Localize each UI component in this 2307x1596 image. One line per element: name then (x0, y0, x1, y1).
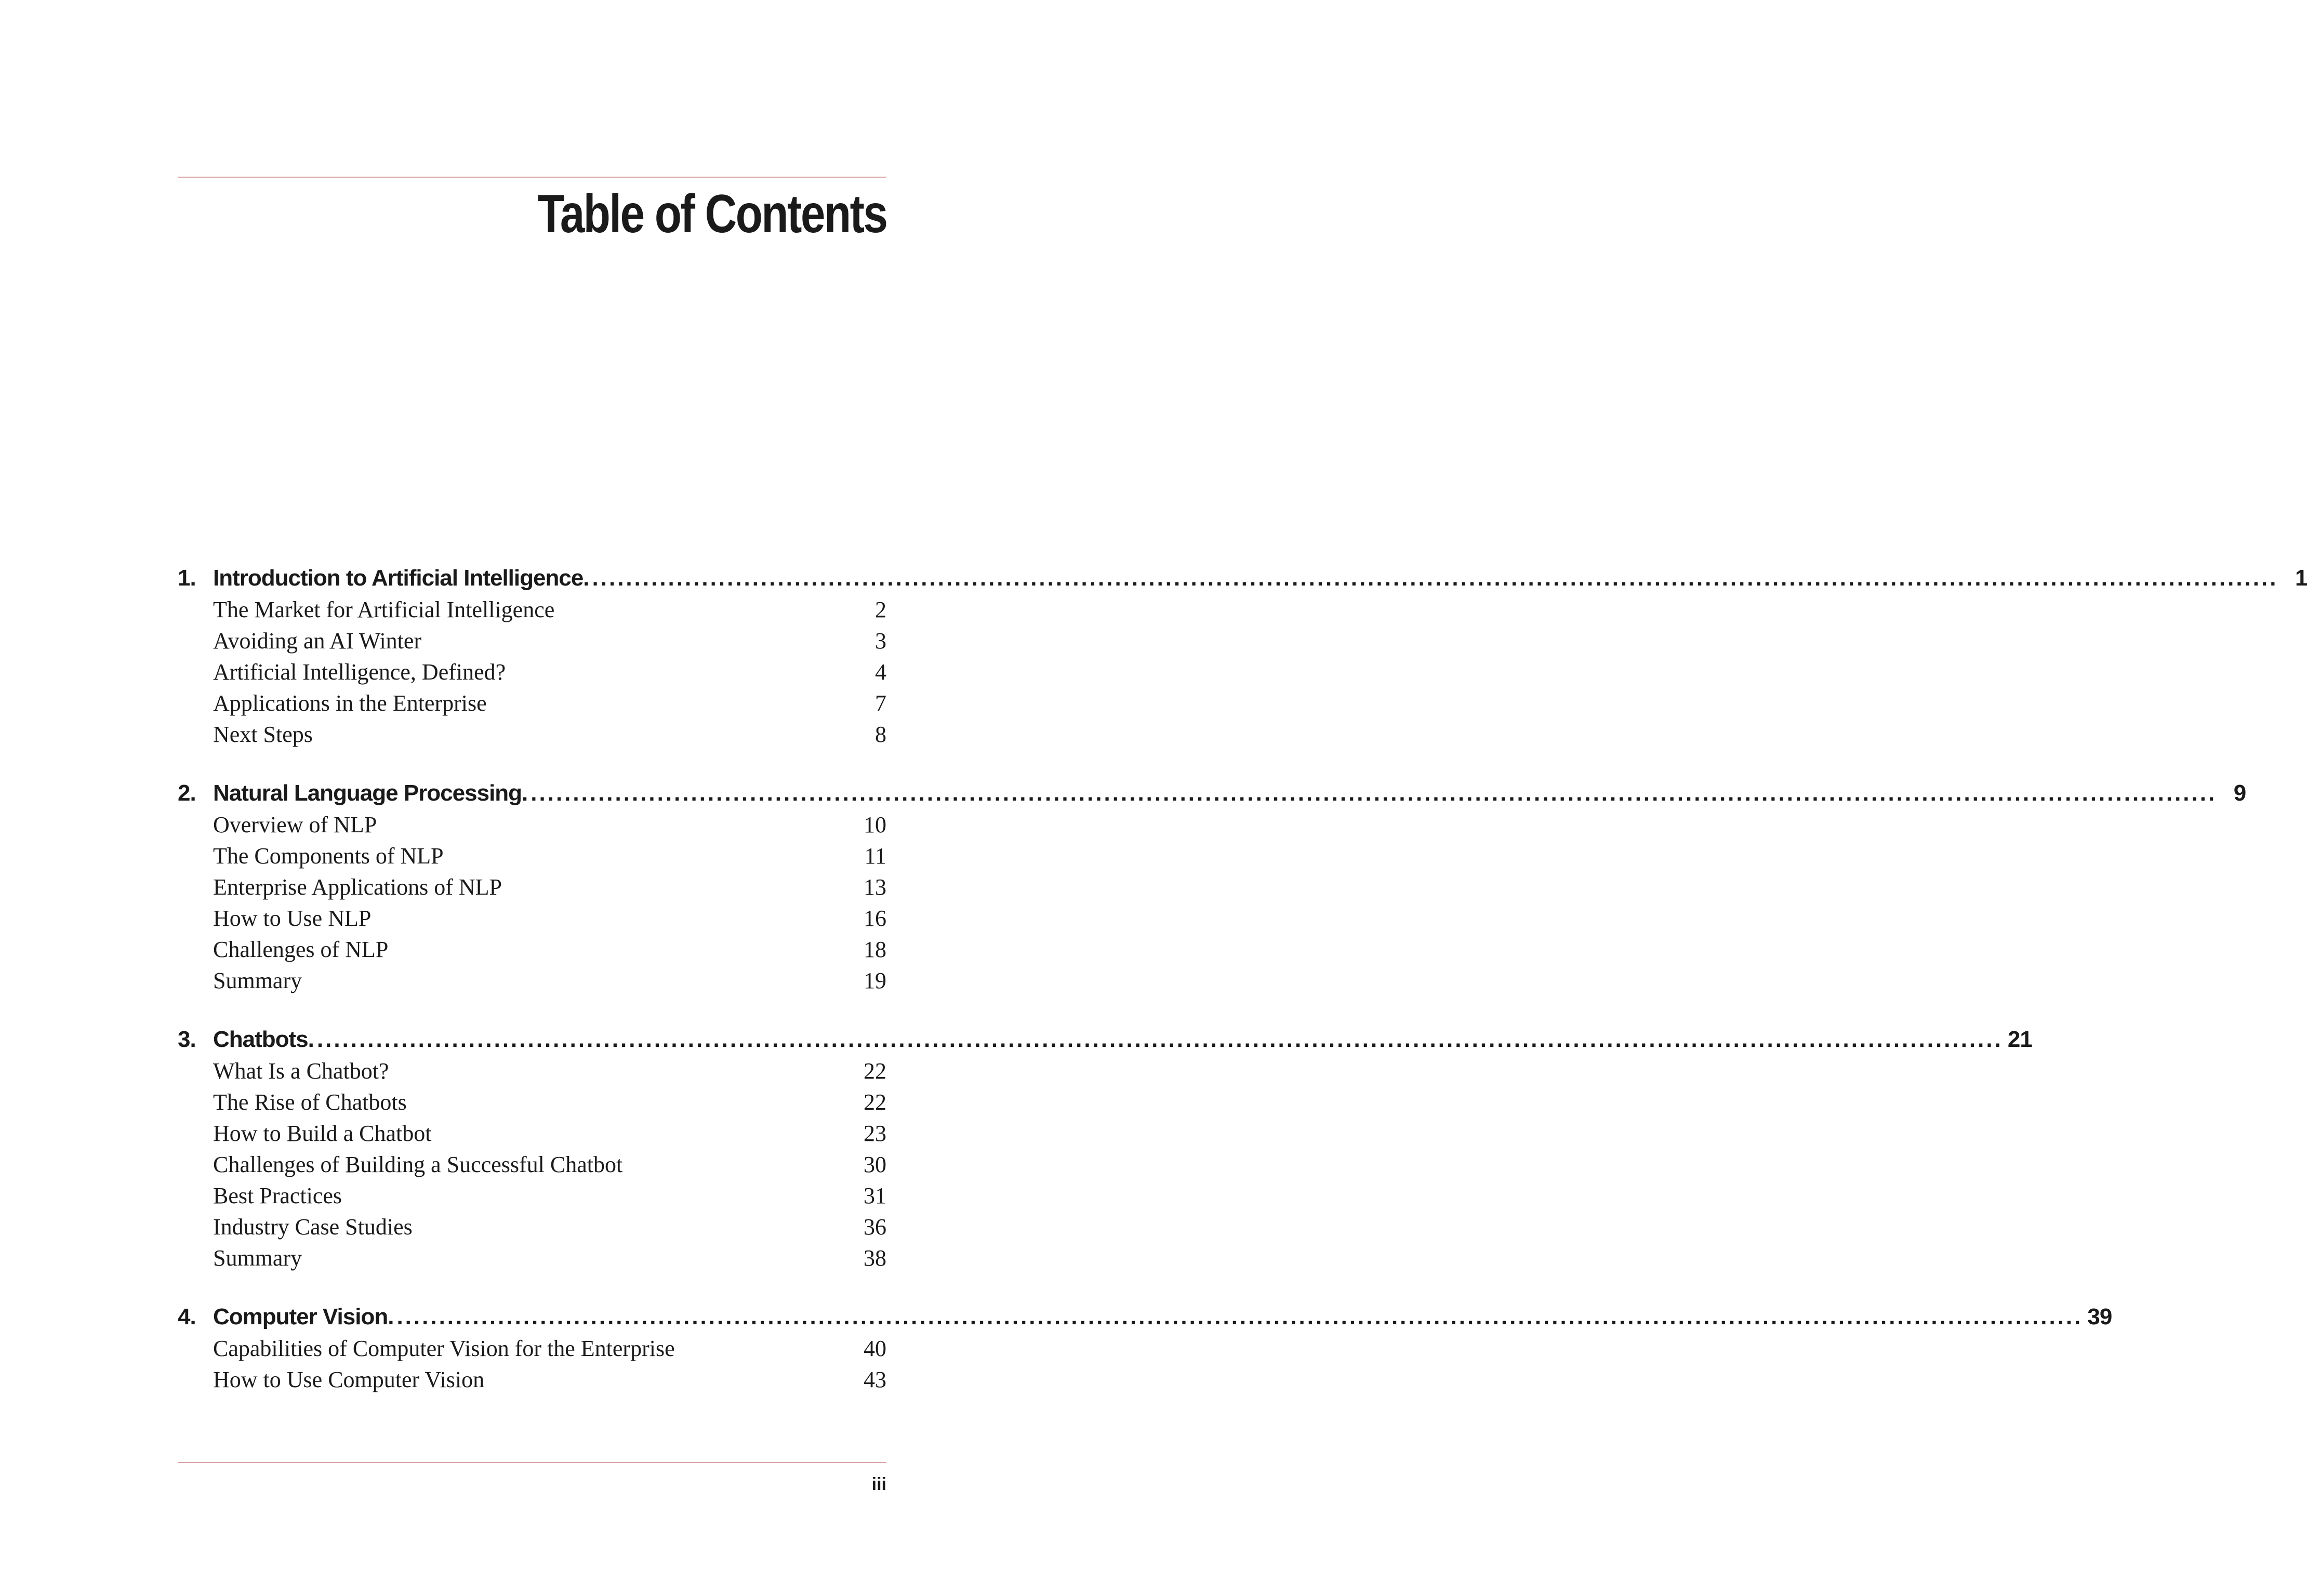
section-entry[interactable] (178, 1335, 886, 1366)
toc-chapter (178, 1027, 2032, 1276)
section-title: Next Steps (213, 722, 313, 747)
section-entry[interactable] (178, 874, 886, 905)
section-title: How to Use Computer Vision (213, 1367, 485, 1392)
page-title: Table of Contents (537, 184, 886, 244)
section-entry[interactable] (178, 1245, 886, 1276)
section-title: Overview of NLP (213, 812, 377, 837)
section-page-number: 23 (864, 1121, 886, 1146)
section-entry[interactable] (178, 1214, 886, 1245)
section-page-number: 38 (864, 1245, 886, 1271)
section-page-number: 16 (864, 906, 886, 931)
section-title: What Is a Chatbot? (213, 1058, 389, 1084)
section-title: Industry Case Studies (213, 1214, 413, 1240)
section-page-number: 2 (875, 597, 886, 622)
dot-leader: ........................................................................................................................................................................................................ (592, 565, 2278, 591)
section-title: Capabilities of Computer Vision for the Enterprise (213, 1336, 675, 1361)
section-page-number: 43 (864, 1367, 886, 1392)
section-page-number: 3 (875, 628, 886, 654)
bottom-rule (178, 1462, 886, 1463)
section-page-number: 4 (875, 659, 886, 685)
top-rule (178, 177, 886, 178)
section-page-number: 36 (864, 1214, 886, 1240)
section-title: Enterprise Applications of NLP (213, 874, 502, 900)
page-number: iii (871, 1474, 886, 1494)
section-page-number: 19 (864, 968, 886, 993)
section-page-number: 31 (864, 1183, 886, 1208)
section-title: Artificial Intelligence, Defined? (213, 659, 506, 685)
chapter-page-number: 39 (2087, 1304, 2112, 1329)
section-entry[interactable] (178, 812, 886, 843)
section-page-number: 22 (864, 1058, 886, 1084)
chapter-number: 2. (178, 780, 196, 806)
chapter-entry[interactable] (178, 1027, 2032, 1058)
chapter-number: 1. (178, 565, 196, 591)
section-page-number: 10 (864, 812, 886, 837)
section-page-number: 13 (864, 874, 886, 900)
toc-chapter (178, 565, 2307, 752)
section-title: Challenges of NLP (213, 937, 389, 962)
section-page-number: 40 (864, 1336, 886, 1361)
chapter-title: Chatbots. (213, 1027, 314, 1052)
section-entry[interactable] (178, 628, 886, 659)
dot-leader: ........................................................................................................................................................................................................ (531, 780, 2217, 806)
section-title: Summary (213, 968, 302, 993)
section-page-number: 8 (875, 722, 886, 747)
chapter-entry[interactable] (178, 1304, 2112, 1335)
chapter-page-number: 9 (2233, 780, 2246, 806)
chapter-title: Natural Language Processing. (213, 780, 528, 806)
section-entry[interactable] (178, 659, 886, 690)
section-title: How to Use NLP (213, 906, 372, 931)
dot-leader: ........................................................................................................................................................................................................ (316, 1027, 2003, 1052)
section-entry[interactable] (178, 596, 886, 628)
section-title: Avoiding an AI Winter (213, 628, 422, 654)
chapter-page-number: 1 (2295, 565, 2307, 591)
section-title: How to Build a Chatbot (213, 1121, 432, 1146)
section-entry[interactable] (178, 967, 886, 999)
chapter-number: 3. (178, 1027, 196, 1052)
toc-chapter (178, 1304, 2112, 1398)
section-entry[interactable] (178, 1089, 886, 1120)
chapter-number: 4. (178, 1304, 196, 1329)
chapter-entry[interactable] (178, 565, 2307, 596)
section-page-number: 7 (875, 690, 886, 716)
section-entry[interactable] (178, 690, 886, 721)
section-title: Best Practices (213, 1183, 342, 1208)
section-page-number: 18 (864, 937, 886, 962)
section-entry[interactable] (178, 905, 886, 936)
section-title: Applications in the Enterprise (213, 690, 487, 716)
section-entry[interactable] (178, 1366, 886, 1398)
section-entry[interactable] (178, 1120, 886, 1151)
chapter-page-number: 21 (2007, 1027, 2032, 1052)
section-entry[interactable] (178, 721, 886, 752)
chapter-title: Computer Vision. (213, 1304, 394, 1329)
dot-leader: ........................................................................................................................................................................................................ (396, 1304, 2083, 1329)
section-title: The Components of NLP (213, 843, 444, 869)
section-title: The Market for Artificial Intelligence (213, 597, 555, 622)
section-entry[interactable] (178, 1182, 886, 1214)
section-entry[interactable] (178, 1151, 886, 1182)
toc-chapter (178, 780, 2246, 999)
table-of-contents (178, 565, 2307, 1426)
section-entry[interactable] (178, 843, 886, 874)
section-entry[interactable] (178, 1058, 886, 1089)
section-title: The Rise of Chatbots (213, 1089, 407, 1115)
section-page-number: 30 (864, 1152, 886, 1177)
chapter-entry[interactable] (178, 780, 2246, 812)
section-page-number: 11 (864, 843, 886, 869)
section-title: Challenges of Building a Successful Chatbot (213, 1152, 623, 1177)
chapter-title: Introduction to Artificial Intelligence. (213, 565, 589, 591)
section-title: Summary (213, 1245, 302, 1271)
section-entry[interactable] (178, 936, 886, 967)
section-page-number: 22 (864, 1089, 886, 1115)
